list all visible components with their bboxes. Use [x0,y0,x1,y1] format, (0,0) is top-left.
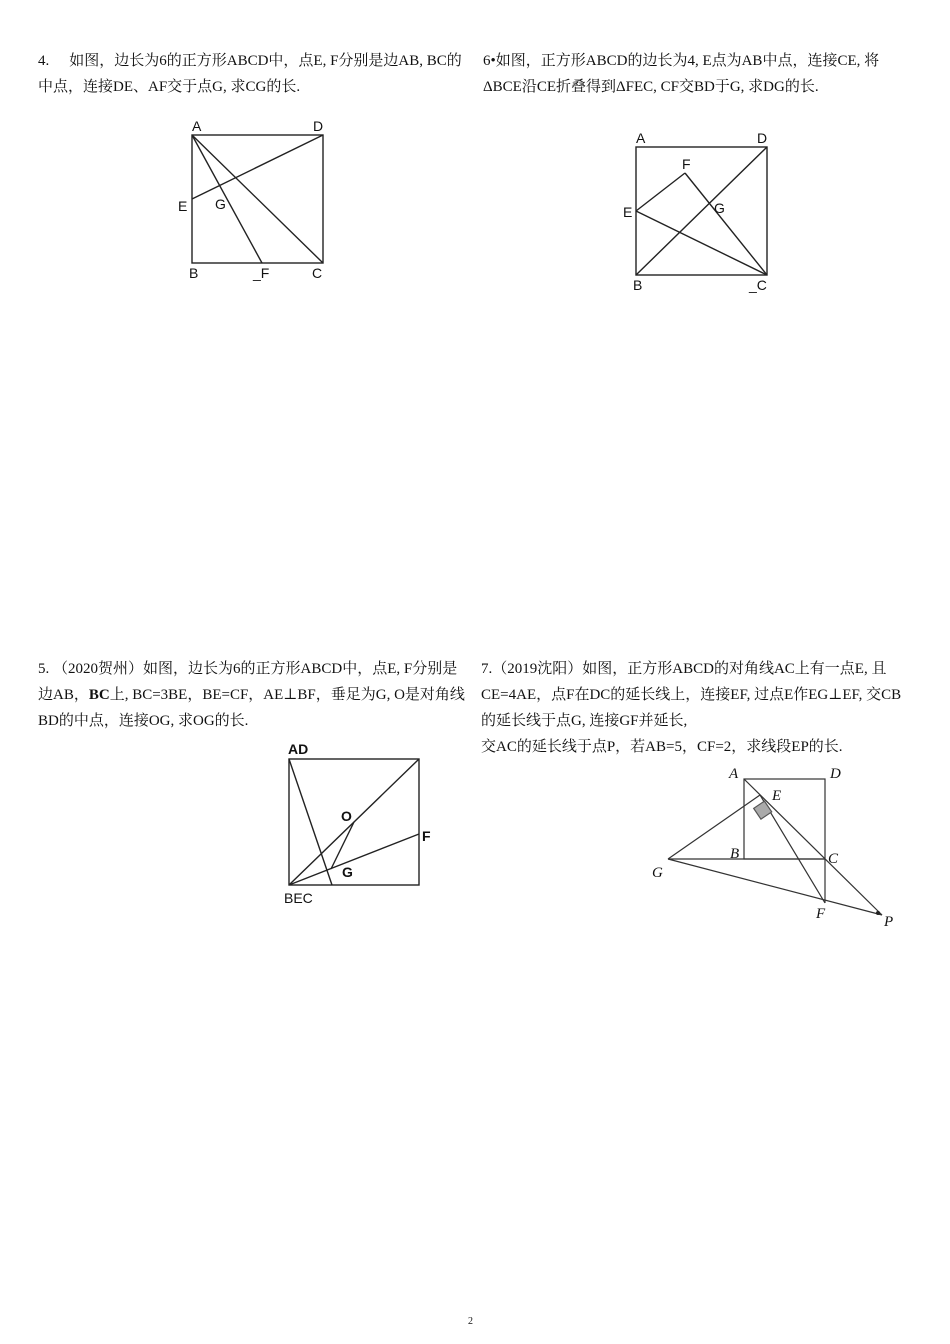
fig7-label-a: A [729,766,739,782]
fig4-diagonal-ac [192,135,323,263]
problem-5-text: 5. （2020贺州）如图，边长为6的正方形ABCD中，点E, F分别是边AB，BC上, BC=3BE，BE=CF，AE⊥BF，垂足为G, O是对角线BD的中点，连接OG, 求OG的长. [38,661,465,729]
fig5-label-bec: BEC [284,890,313,906]
problem-4-number: 4. [38,53,50,69]
fig4-line-af [192,135,262,263]
figure-6 [615,125,795,300]
fig7-label-b: B [730,846,740,862]
fig5-line-bf [289,834,419,885]
problem-7-number: 7. [481,661,493,677]
fig5-label-o: O [341,808,352,824]
fig5-label-f: F [422,828,431,844]
fig7-line-ge [668,795,760,859]
fig5-line-ae [289,759,332,885]
fig5-label-ad: AD [288,741,309,757]
fig6-label-e: E [623,204,633,220]
problem-5-number: 5. [38,661,50,677]
fig7-point-p [876,911,880,915]
fig7-label-d: D [830,766,841,782]
fig4-label-c: C [312,265,323,281]
fig4-label-f: _F [253,265,270,281]
fig6-label-c: _C [749,277,767,293]
fig4-label-b: B [189,265,199,281]
fig6-diagonal-bd [636,147,767,275]
fig6-line-fc [685,173,767,275]
fig6-line-ef [636,173,685,211]
fig5-line-og [331,822,354,869]
problem-7 [481,656,913,760]
fig4-label-d: D [313,118,324,134]
figure-7 [640,760,900,930]
problem-4-text: 4. 如图，边长为6的正方形ABCD中，点E, F分别是边AB, BC的中点，连接DE、AF交于点G, 求CG的长. [38,53,462,95]
fig6-label-g: G [714,200,725,216]
fig7-line-gp [668,859,882,915]
fig6-label-d: D [757,130,768,146]
problem-7-text: 7.（2019沈阳）如图，正方形ABCD的对角线AC上有一点E, 且CE=4AE，点F在DC的延长线上，连接EF, 过点E作EG⊥EF, 交CB的延长线于点G, 连接GF并延长, [481,661,902,729]
fig4-line-ed [192,135,323,199]
fig4-label-a: A [192,118,202,134]
fig6-line-ec [636,211,767,275]
fig7-label-e: E [772,788,782,804]
fig7-line-ap [744,779,882,915]
problem-7-source: （2019沈阳） [492,661,583,677]
figure-5 [280,738,450,913]
fig4-label-e: E [178,198,188,214]
fig6-label-b: B [633,277,643,293]
fig4-label-g: G [215,196,226,212]
fig7-label-g: G [652,865,663,881]
fig7-label-c: C [828,851,839,867]
problem-6-number: 6• [483,53,496,69]
problem-6-text: 6•如图，正方形ABCD的边长为4, E点为AB中点，连接CE, 将ΔBCE沿CE折叠得到ΔFEC, CF交BD于G, 求DG的长. [483,53,880,95]
fig5-label-g: G [342,864,353,880]
problem-5 [38,656,470,734]
fig6-label-f: F [682,156,691,172]
fig7-label-f: F [816,906,826,922]
fig6-label-a: A [636,130,646,146]
problem-7-text-line2: 交AC的延长线于点P，若AB=5，CF=2，求线段EP的长. [481,739,843,755]
figure-4 [170,100,350,290]
problem-5-source: （2020贺州） [53,661,144,677]
problem-6 [483,48,913,100]
fig7-label-p: P [884,914,894,930]
problem-4 [38,48,463,100]
page-number: 2 [468,1316,473,1327]
